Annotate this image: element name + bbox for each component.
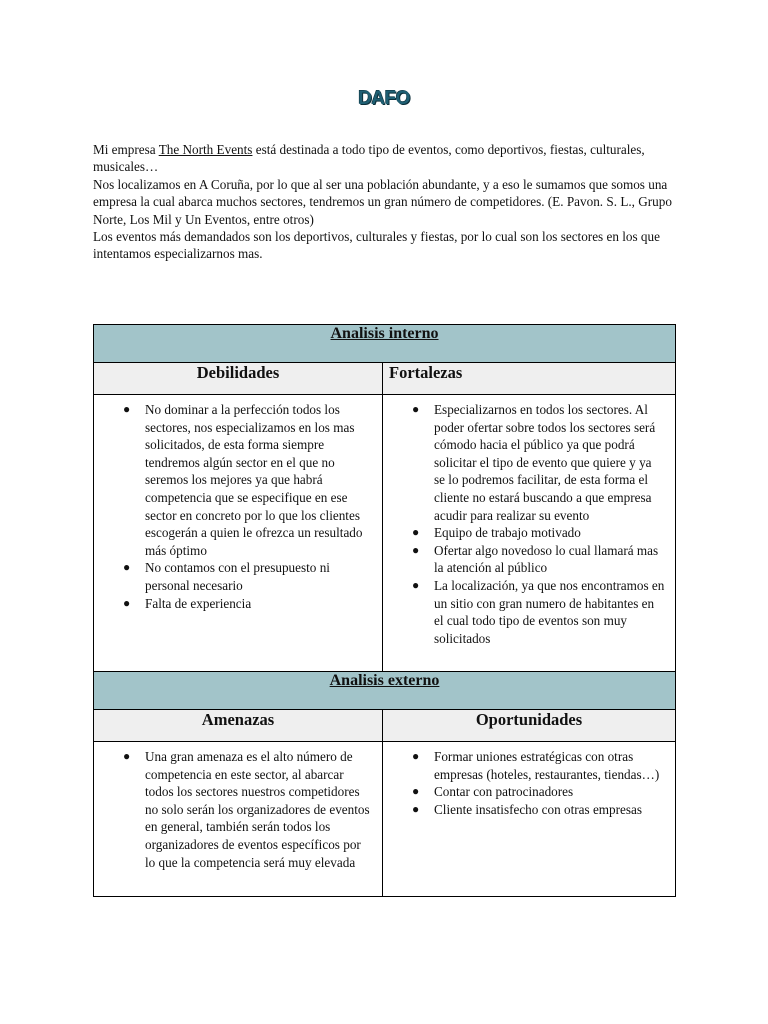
bullet-icon: ● — [412, 577, 420, 592]
bullet-icon: ● — [412, 801, 420, 816]
weaknesses-list — [94, 395, 382, 618]
internal-headers-row — [94, 363, 676, 395]
bullet-icon: ● — [123, 402, 131, 416]
list-item-text: Cliente insatisfecho con otras empresas — [434, 801, 643, 817]
dafo-table — [93, 324, 676, 897]
list-item — [412, 577, 665, 647]
intro-p1-end: está destinada a todo tipo de eventos, como deportivos, fiestas, culturales, musicales… — [93, 142, 645, 175]
list-item-text: La localización, ya que nos encontramos en un sitio con gran numero de habitantes en el cual todo tipo de eventos son muy solicitados — [434, 577, 665, 646]
list-item-text: Formar uniones estratégicas con otras empresas (hoteles, restaurantes, tiendas…) — [434, 749, 660, 782]
list-item-text: No contamos con el presupuesto ni personal necesario — [145, 560, 330, 593]
list-item-text: No dominar a la perfección todos los sectores, nos especializamos en los mas solicitados, de esta forma siempre tendremos algún sector en el que no seremos los mejores ya que habrá competencia que se especifique en ese sector en concreto por lo que los clientes escogerán a quien le ofrezca un resultado más óptimo — [145, 402, 363, 558]
bullet-icon: ● — [412, 402, 420, 416]
list-item-text: Contar con patrocinadores — [434, 784, 574, 800]
intro-text — [93, 141, 673, 263]
intro-paragraph-1 — [93, 141, 673, 176]
external-analysis-heading: Analisis externo — [94, 672, 676, 710]
list-item-text: Ofertar algo novedoso lo cual llamará mas la atención al público — [434, 542, 659, 576]
company-name-link[interactable]: The North Events — [158, 142, 253, 157]
external-content-row — [94, 742, 676, 897]
bullet-icon: ● — [412, 784, 420, 799]
page-title: DAFO — [358, 88, 410, 109]
list-item-text: Falta de experiencia — [145, 595, 252, 611]
list-item — [123, 559, 372, 594]
list-item-text: Especializarnos en todos los sectores. Al poder ofertar sobre todos los sectores será cómodo hacia el público ya que podrá solicitar el tipo de evento que quiere y ya se lo podremos facilitar, de esta forma el cliente no estará buscando a que empresa acudir para realizar su evento — [434, 402, 656, 523]
list-item-text: Equipo de trabajo motivado — [434, 525, 581, 541]
list-item — [123, 401, 372, 559]
strengths-header: Fortalezas — [383, 363, 676, 395]
threats-list — [94, 742, 382, 877]
opportunities-header: Oportunidades — [383, 710, 676, 742]
internal-analysis-heading: Analisis interno — [94, 325, 676, 363]
external-analysis-row — [94, 672, 676, 710]
weaknesses-header: Debilidades — [94, 363, 383, 395]
intro-paragraph-3: Los eventos más demandados son los deportivos, culturales y fiestas, por lo cual son los sectores en los que intentamos especializarnos mas. — [93, 229, 660, 262]
bullet-icon: ● — [412, 525, 420, 540]
list-item — [123, 595, 372, 613]
list-item — [412, 524, 665, 542]
internal-content-row — [94, 395, 676, 672]
bullet-icon: ● — [412, 749, 420, 763]
intro-p1-start: Mi empresa — [93, 142, 159, 157]
external-headers-row — [94, 710, 676, 742]
weaknesses-cell — [94, 395, 383, 672]
internal-analysis-row — [94, 325, 676, 363]
list-item-text: Una gran amenaza es el alto número de competencia en este sector, al abarcar todos los sectores nuestros competidores no solo serán los organizadores de eventos en general, también serán todos los organizadores de eventos específicos por lo que la competencia será muy elevada — [145, 749, 370, 870]
threats-header: Amenazas — [94, 710, 383, 742]
opportunities-cell — [383, 742, 676, 897]
strengths-cell — [383, 395, 676, 672]
list-item — [412, 748, 665, 783]
list-item — [412, 401, 665, 524]
list-item — [412, 801, 665, 819]
bullet-icon: ● — [123, 749, 131, 763]
threats-cell — [94, 742, 383, 897]
bullet-icon: ● — [123, 595, 131, 610]
bullet-icon: ● — [123, 560, 131, 575]
list-item — [123, 748, 372, 871]
intro-paragraph-2: Nos localizamos en A Coruña, por lo que al ser una población abundante, y a eso le sumamos que somos una empresa la cual abarca muchos sectores, tendremos un gran número de competidores. (E. Pavon. S. L., Grupo Norte, Los Mil y Un Eventos, entre otros) — [93, 176, 672, 227]
strengths-list — [383, 395, 675, 653]
list-item — [412, 542, 665, 577]
list-item — [412, 783, 665, 801]
bullet-icon: ● — [412, 542, 420, 557]
opportunities-list — [383, 742, 675, 824]
